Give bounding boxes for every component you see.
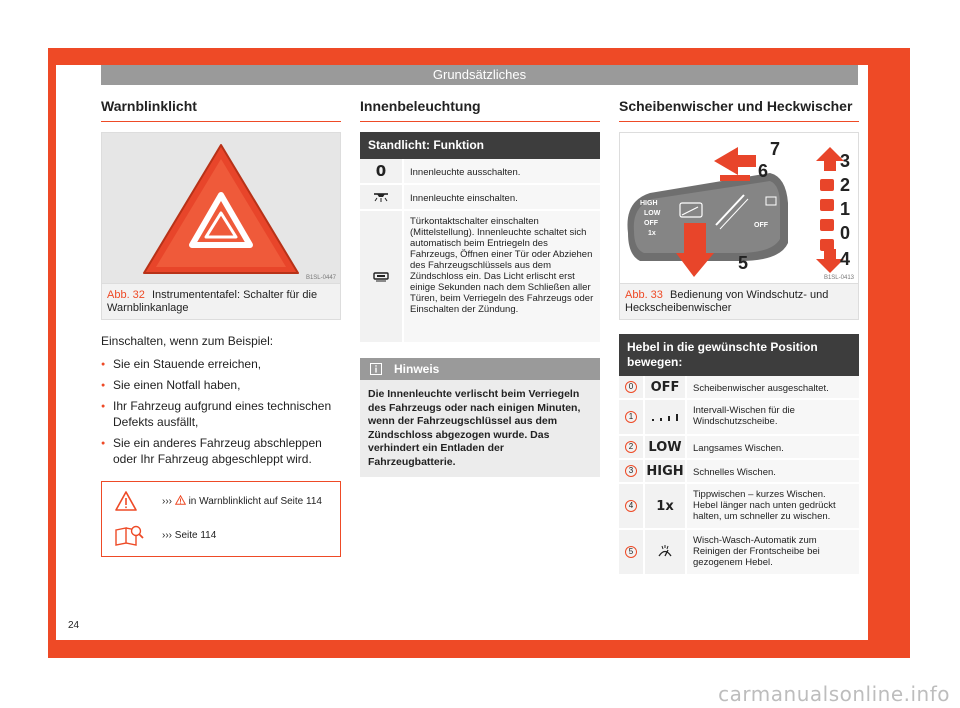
table-row	[619, 484, 859, 530]
table-title: Standlicht: Funktion	[360, 132, 600, 159]
row-text: Tippwischen – kurzes Wischen. Hebel länger nach unten gedrückt halten, um schneller zu wischen.	[685, 484, 859, 528]
hazard-triangle-icon	[102, 133, 340, 283]
watermark: carmanualsonline.info	[718, 682, 950, 706]
position-number: 4	[625, 500, 637, 512]
svg-text:7: 7	[770, 139, 781, 159]
off-position-icon: 0	[375, 162, 387, 180]
high-icon: HIGH	[643, 460, 685, 482]
row-text: Türkontaktschalter einschalten (Mittelstellung). Innenleuchte schaltet sich automatisch beim Entriegeln des Fahrzeugs, Öffnen einer Tür oder Abziehen des Fahrzeugschlüssels aus dem Zündschloss ein. Das Licht erlischt erst einige Sekunden nach dem Schließen aller Türen, beim Verriegeln des Fahrzeugs oder Einschalten der Zündung.	[402, 211, 600, 342]
bullet-list	[101, 356, 341, 467]
svg-text:0: 0	[840, 223, 851, 243]
row-text: Wisch-Wasch-Automatik zum Reinigen der Frontscheibe bei gezogenem Hebel.	[685, 530, 859, 574]
warning-triangle-icon	[114, 490, 138, 512]
figure-caption	[102, 283, 340, 319]
chapter-header: Grundsätzliches	[101, 65, 858, 85]
figure-caption	[620, 283, 858, 319]
book-reference[interactable]	[114, 524, 216, 546]
figure-code: B1SL-0447	[305, 275, 336, 281]
note-box	[360, 358, 600, 477]
svg-text:1: 1	[840, 199, 851, 219]
svg-text:OFF: OFF	[754, 222, 768, 229]
list-item: ● Sie ein anderes Fahrzeug abschleppen oder Ihr Fahrzeug abgeschleppt wird.	[101, 435, 341, 467]
svg-text:4: 4	[840, 249, 851, 269]
ref2-text: Seite 114	[174, 529, 217, 541]
table-row	[619, 530, 859, 576]
table-row	[619, 376, 859, 400]
figure-hazard-switch	[101, 132, 341, 320]
figure-label: Abb. 32	[107, 289, 145, 301]
svg-text:2: 2	[840, 175, 851, 195]
svg-text:5: 5	[738, 253, 749, 273]
interval-icon	[643, 400, 685, 434]
row-text: Scheibenwischer ausgeschaltet.	[685, 376, 859, 398]
section-title: Warnblinklicht	[101, 98, 341, 122]
low-icon: LOW	[643, 436, 685, 458]
figure-wiper-lever	[619, 132, 859, 320]
warning-reference[interactable]	[114, 490, 322, 512]
off-icon: OFF	[643, 376, 685, 398]
note-title: Hinweis	[394, 362, 440, 376]
wiper-lever-diagram	[620, 133, 858, 283]
position-number: 3	[625, 465, 637, 477]
table-row	[619, 460, 859, 484]
section-title: Innenbeleuchtung	[360, 98, 600, 122]
info-icon	[370, 363, 382, 375]
table-row	[619, 400, 859, 436]
figure-caption-text: Instrumententafel: Schalter für die Warnblinkanlage	[107, 289, 318, 314]
section-title: Scheibenwischer und Heckwischer	[619, 98, 859, 122]
svg-text:1x: 1x	[648, 230, 656, 237]
note-text: Die Innenleuchte verlischt beim Verriegeln des Fahrzeugs oder nach einigen Minuten, wenn der Fahrzeugschlüssel aus dem Zündschloss abgezogen wurde. Das verhindert ein Entladen der Fahrzeugbatterie.	[368, 388, 581, 468]
section-warnblinklicht	[101, 98, 341, 557]
page-number: 24	[68, 620, 80, 631]
warning-small-icon	[175, 495, 186, 505]
interior-light-icon	[360, 185, 402, 209]
book-magnifier-icon	[114, 524, 144, 546]
row-text: Schnelles Wischen.	[685, 460, 859, 482]
list-item: ● Ihr Fahrzeug aufgrund eines technischen Defekts ausfällt,	[101, 398, 341, 430]
row-text: Intervall-Wischen für die Windschutzscheibe.	[685, 400, 859, 434]
reference-box	[101, 481, 341, 557]
figure-code: B1SL-0413	[823, 275, 854, 281]
figure-caption-text: Bedienung von Windschutz- und Heckscheibenwischer	[625, 289, 829, 314]
wiper-figure-image	[620, 133, 858, 283]
table-row	[360, 211, 600, 344]
door-contact-icon	[360, 211, 402, 342]
position-number: 0	[625, 381, 637, 393]
intro-text: Einschalten, wenn zum Beispiel:	[101, 334, 274, 348]
svg-text:6: 6	[758, 161, 769, 181]
table-title: Hebel in die gewünschte Position bewegen:	[619, 334, 859, 376]
position-number: 1	[625, 411, 637, 423]
position-number: 5	[625, 546, 637, 558]
list-item: ● Sie einen Notfall haben,	[101, 377, 341, 393]
figure-label: Abb. 33	[625, 289, 663, 301]
row-text: Langsames Wischen.	[685, 436, 859, 458]
hazard-figure-image	[102, 133, 340, 283]
section-scheibenwischer	[619, 98, 859, 576]
ref-prefix: ›››	[162, 529, 172, 541]
single-wipe-icon: 1x	[643, 484, 685, 528]
table-row	[360, 159, 600, 185]
note-header	[360, 358, 600, 380]
ref1-text: in Warnblinklicht auf Seite 114	[188, 496, 322, 507]
ref-prefix: ›››	[162, 496, 172, 507]
svg-text:OFF: OFF	[644, 220, 658, 227]
section-innenbeleuchtung	[360, 98, 600, 477]
svg-text:HIGH: HIGH	[640, 200, 658, 207]
list-item: ● Sie ein Stauende erreichen,	[101, 356, 341, 372]
position-number: 2	[625, 441, 637, 453]
row-text: Innenleuchte einschalten.	[402, 185, 600, 209]
wash-wipe-icon	[643, 530, 685, 574]
svg-text:3: 3	[840, 151, 851, 171]
row-text: Innenleuchte ausschalten.	[402, 159, 600, 183]
table-row	[619, 436, 859, 460]
svg-text:LOW: LOW	[644, 210, 661, 217]
table-row	[360, 185, 600, 211]
